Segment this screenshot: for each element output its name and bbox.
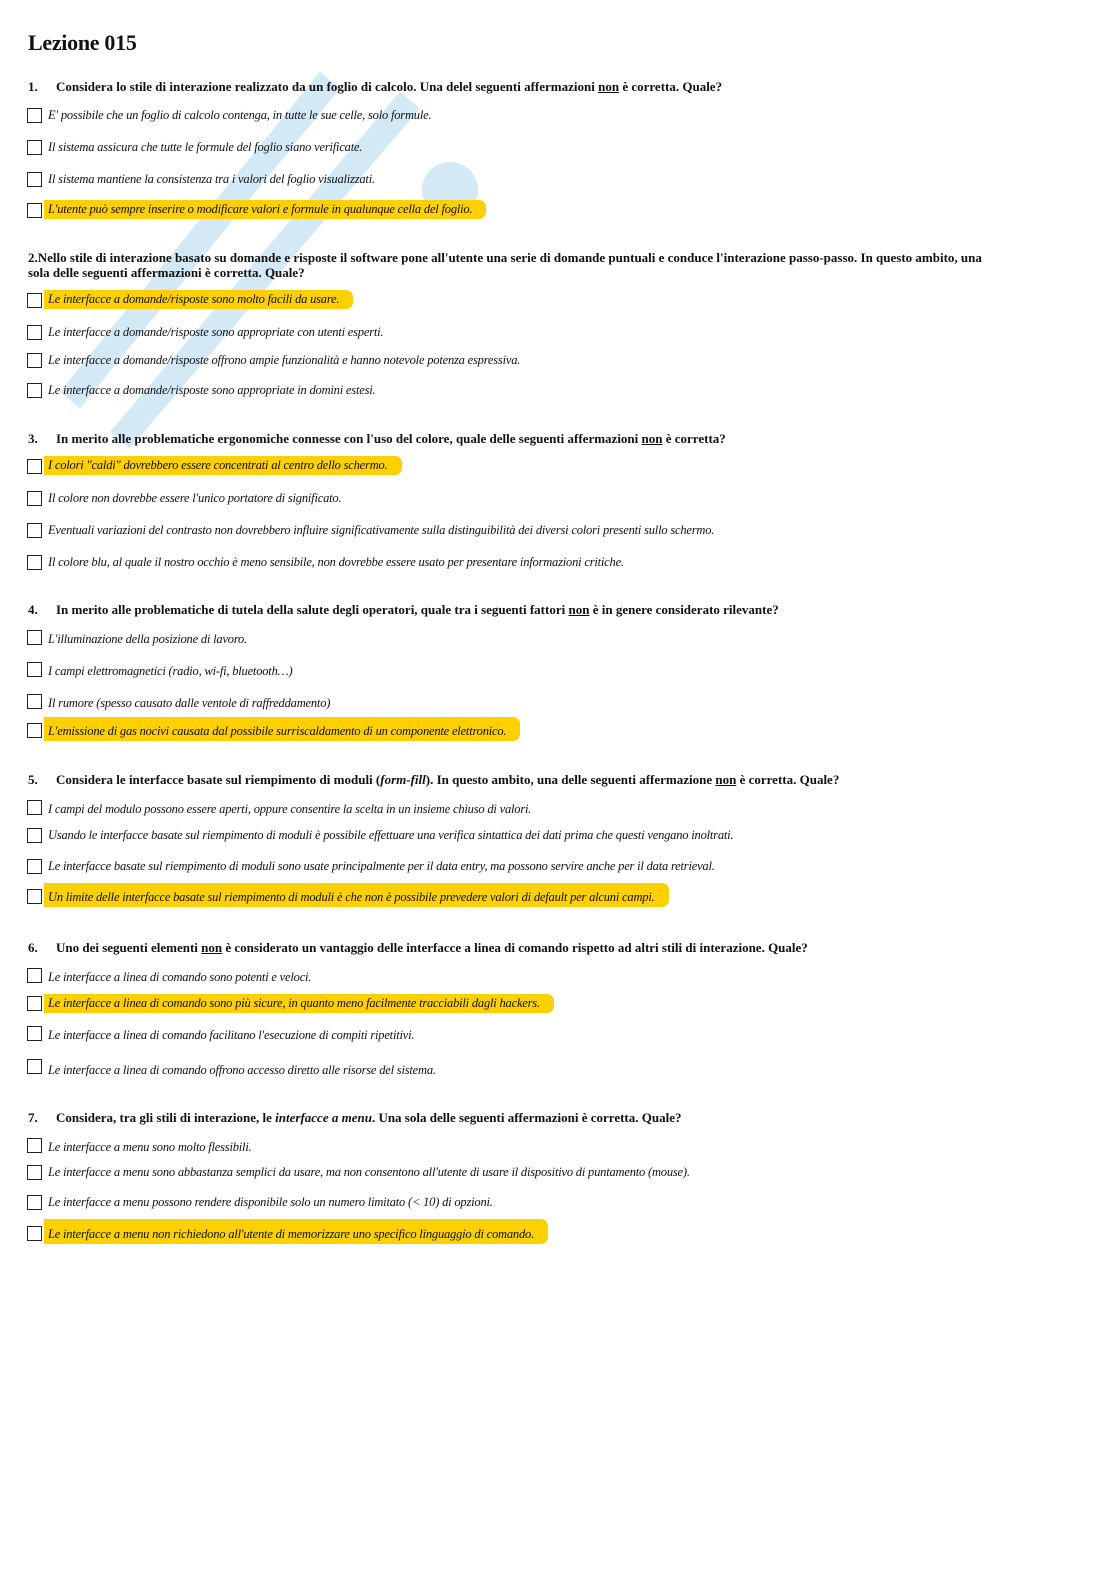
checkbox[interactable] xyxy=(27,828,42,843)
option-label: I campi del modulo possono essere aperti, oppure consentire la scelta in un insieme chiuso di valori. xyxy=(48,802,532,816)
option-label: Il sistema assicura che tutte le formule del foglio siano verificate. xyxy=(48,140,363,154)
option-label: E' possibile che un foglio di calcolo contenga, in tutte le sue celle, solo formule. xyxy=(48,108,432,122)
question-number: 5. xyxy=(28,772,38,787)
page-title: Lezione 015 xyxy=(28,30,137,55)
question-text: In merito alle problematiche ergonomiche connesse con l'uso del colore, quale delle seguenti affermazioni xyxy=(56,431,642,446)
question-number: 7. xyxy=(28,1110,38,1125)
option-label: Le interfacce a linea di comando facilitano l'esecuzione di compiti ripetitivi. xyxy=(48,1028,415,1042)
question-text-end: è in genere considerato rilevante? xyxy=(589,602,779,617)
checkbox[interactable] xyxy=(27,203,42,218)
question-text: Considera lo stile di interazione realizzato da un foglio di calcolo. Una delel seguenti affermazioni xyxy=(56,79,599,94)
question-2 xyxy=(28,250,988,280)
option-6c[interactable] xyxy=(27,1024,1087,1048)
option-label: Le interfacce basate sul riempimento di moduli sono usate principalmente per il data entry, ma possono servire anche per il data retrieval. xyxy=(48,859,715,873)
question-text: Uno dei seguenti elementi xyxy=(56,940,202,955)
checkbox[interactable] xyxy=(27,1195,42,1210)
option-label: Un limite delle interfacce basate sul riempimento di moduli è che non è possibile prevedere valori di default per alcuni campi. xyxy=(44,883,669,907)
option-label: Le interfacce a linea di comando offrono accesso diretto alle risorse del sistema. xyxy=(48,1063,436,1077)
option-label: Le interfacce a menu possono rendere disponibile solo un numero limitato (< 10) di opzioni. xyxy=(48,1195,493,1209)
question-text-end: è corretta. Quale? xyxy=(736,772,840,787)
option-label: Le interfacce a menu sono molto flessibili. xyxy=(48,1140,252,1154)
option-2d[interactable] xyxy=(27,381,1087,405)
question-number: 6. xyxy=(28,940,38,955)
checkbox[interactable] xyxy=(27,889,42,904)
option-1c[interactable] xyxy=(27,170,1087,194)
question-number: 2. xyxy=(28,250,38,265)
question-keyword: non xyxy=(568,602,590,617)
question-text: Nello stile di interazione basato su domande e risposte il software pone all'utente una serie di domande puntuali e conduce l'interazione passo-passo. In questo ambito, una sola delle seguenti affermazioni è corretta. Quale? xyxy=(28,250,982,280)
option-7b[interactable] xyxy=(27,1163,1087,1187)
question-6 xyxy=(28,940,988,955)
checkbox[interactable] xyxy=(27,459,42,474)
option-6d[interactable] xyxy=(27,1057,1087,1081)
option-4d[interactable] xyxy=(27,721,1087,745)
option-5b[interactable] xyxy=(27,826,1087,850)
checkbox[interactable] xyxy=(27,996,42,1011)
option-4c[interactable] xyxy=(27,692,1087,716)
option-4a[interactable] xyxy=(27,628,1087,652)
option-6a[interactable] xyxy=(27,966,1087,990)
question-text-mid: ). In questo ambito, una delle seguenti affermazione xyxy=(425,772,716,787)
checkbox[interactable] xyxy=(27,1026,42,1041)
question-text: In merito alle problematiche di tutela della salute degli operatori, quale tra i seguenti fattori xyxy=(56,602,569,617)
checkbox[interactable] xyxy=(27,723,42,738)
question-text: Considera le interfacce basate sul riempimento di moduli ( xyxy=(56,772,381,787)
question-keyword: non xyxy=(641,431,663,446)
checkbox[interactable] xyxy=(27,491,42,506)
option-3a[interactable] xyxy=(27,457,1087,481)
question-keyword: non xyxy=(201,940,223,955)
checkbox[interactable] xyxy=(27,325,42,340)
checkbox[interactable] xyxy=(27,1138,42,1153)
question-number: 4. xyxy=(28,602,38,617)
question-text-end: è corretta? xyxy=(662,431,726,446)
option-7c[interactable] xyxy=(27,1193,1087,1217)
question-italic-term: interfacce a menu xyxy=(275,1110,372,1125)
checkbox[interactable] xyxy=(27,859,42,874)
question-keyword: non xyxy=(715,772,737,787)
question-text-mid: . Una sola delle seguenti affermazioni è corretta. Quale? xyxy=(371,1110,682,1125)
question-text-end: è considerato un vantaggio delle interfacce a linea di comando rispetto ad altri stili di interazione. Quale? xyxy=(222,940,808,955)
option-label: I campi elettromagnetici (radio, wi-fi, bluetooth…) xyxy=(48,664,293,678)
option-label: Il colore blu, al quale il nostro occhio è meno sensibile, non dovrebbe essere usato per presentare informazioni critiche. xyxy=(48,555,624,569)
option-6b[interactable] xyxy=(27,994,1087,1018)
question-text: Considera, tra gli stili di interazione, le xyxy=(56,1110,276,1125)
option-label: Le interfacce a domande/risposte offrono ampie funzionalità e hanno notevole potenza espressiva. xyxy=(48,353,521,367)
checkbox[interactable] xyxy=(27,800,42,815)
option-label: L'illuminazione della posizione di lavoro. xyxy=(48,632,248,646)
option-label: Le interfacce a domande/risposte sono molto facili da usare. xyxy=(44,290,353,309)
option-label: Il rumore (spesso causato dalle ventole di raffreddamento) xyxy=(48,696,331,710)
option-label: Usando le interfacce basate sul riempimento di moduli è possibile effettuare una verifica sintattica dei dati prima che questi vengano inoltrati. xyxy=(48,828,734,842)
option-1d[interactable] xyxy=(27,201,1087,225)
option-label: Il sistema mantiene la consistenza tra i valori del foglio visualizzati. xyxy=(48,172,375,186)
question-italic-term: form-fill xyxy=(380,772,426,787)
checkbox[interactable] xyxy=(27,523,42,538)
option-label: Le interfacce a domande/risposte sono appropriate con utenti esperti. xyxy=(48,325,384,339)
option-4b[interactable] xyxy=(27,660,1087,684)
checkbox[interactable] xyxy=(27,1165,42,1180)
option-2a[interactable] xyxy=(27,291,1087,315)
checkbox[interactable] xyxy=(27,108,42,123)
option-label: L'emissione di gas nocivi causata dal possibile surriscaldamento di un componente elettronico. xyxy=(44,717,520,741)
option-2b[interactable] xyxy=(27,323,1087,347)
question-4 xyxy=(28,602,988,617)
question-text-end: è corretta. Quale? xyxy=(619,79,723,94)
option-label: Le interfacce a menu non richiedono all'utente di memorizzare uno specifico linguaggio di comando. xyxy=(44,1219,548,1244)
option-label: I colori "caldi" dovrebbero essere concentrati al centro dello schermo. xyxy=(44,456,402,475)
option-3c[interactable] xyxy=(27,521,1087,545)
option-1b[interactable] xyxy=(27,138,1087,162)
option-2c[interactable] xyxy=(27,351,1087,375)
checkbox[interactable] xyxy=(27,293,42,308)
checkbox[interactable] xyxy=(27,555,42,570)
checkbox[interactable] xyxy=(27,1226,42,1241)
checkbox[interactable] xyxy=(27,383,42,398)
checkbox[interactable] xyxy=(27,662,42,677)
option-5d[interactable] xyxy=(27,887,1087,911)
option-label: Le interfacce a domande/risposte sono appropriate in domini estesi. xyxy=(48,383,376,397)
option-label: L'utente può sempre inserire o modificare valori e formule in qualunque cella del foglio. xyxy=(44,200,486,219)
checkbox[interactable] xyxy=(27,1059,42,1074)
question-5 xyxy=(28,772,988,787)
question-number: 1. xyxy=(28,79,38,94)
question-7 xyxy=(28,1110,988,1125)
option-5c[interactable] xyxy=(27,857,1087,881)
option-5a[interactable] xyxy=(27,798,1087,822)
option-label: Le interfacce a linea di comando sono più sicure, in quanto meno facilmente tracciabili dagli hackers. xyxy=(44,994,554,1013)
option-label: Le interfacce a menu sono abbastanza semplici da usare, ma non consentono all'utente di usare il dispositivo di puntamento (mouse). xyxy=(48,1165,690,1179)
checkbox[interactable] xyxy=(27,140,42,155)
checkbox[interactable] xyxy=(27,630,42,645)
option-label: Il colore non dovrebbe essere l'unico portatore di significato. xyxy=(48,491,342,505)
question-number: 3. xyxy=(28,431,38,446)
question-keyword: non xyxy=(598,79,620,94)
checkbox[interactable] xyxy=(27,694,42,709)
checkbox[interactable] xyxy=(27,353,42,368)
checkbox[interactable] xyxy=(27,968,42,983)
option-1a[interactable] xyxy=(27,106,1087,130)
question-3 xyxy=(28,431,988,446)
checkbox[interactable] xyxy=(27,172,42,187)
option-label: Eventuali variazioni del contrasto non dovrebbero influire significativamente sulla distinguibilità dei diversi colori presenti sullo schermo. xyxy=(48,523,715,537)
question-1 xyxy=(28,79,988,94)
option-7d[interactable] xyxy=(27,1224,1087,1248)
option-3b[interactable] xyxy=(27,489,1087,513)
option-3d[interactable] xyxy=(27,553,1087,577)
option-label: Le interfacce a linea di comando sono potenti e veloci. xyxy=(48,970,312,984)
option-7a[interactable] xyxy=(27,1136,1087,1160)
